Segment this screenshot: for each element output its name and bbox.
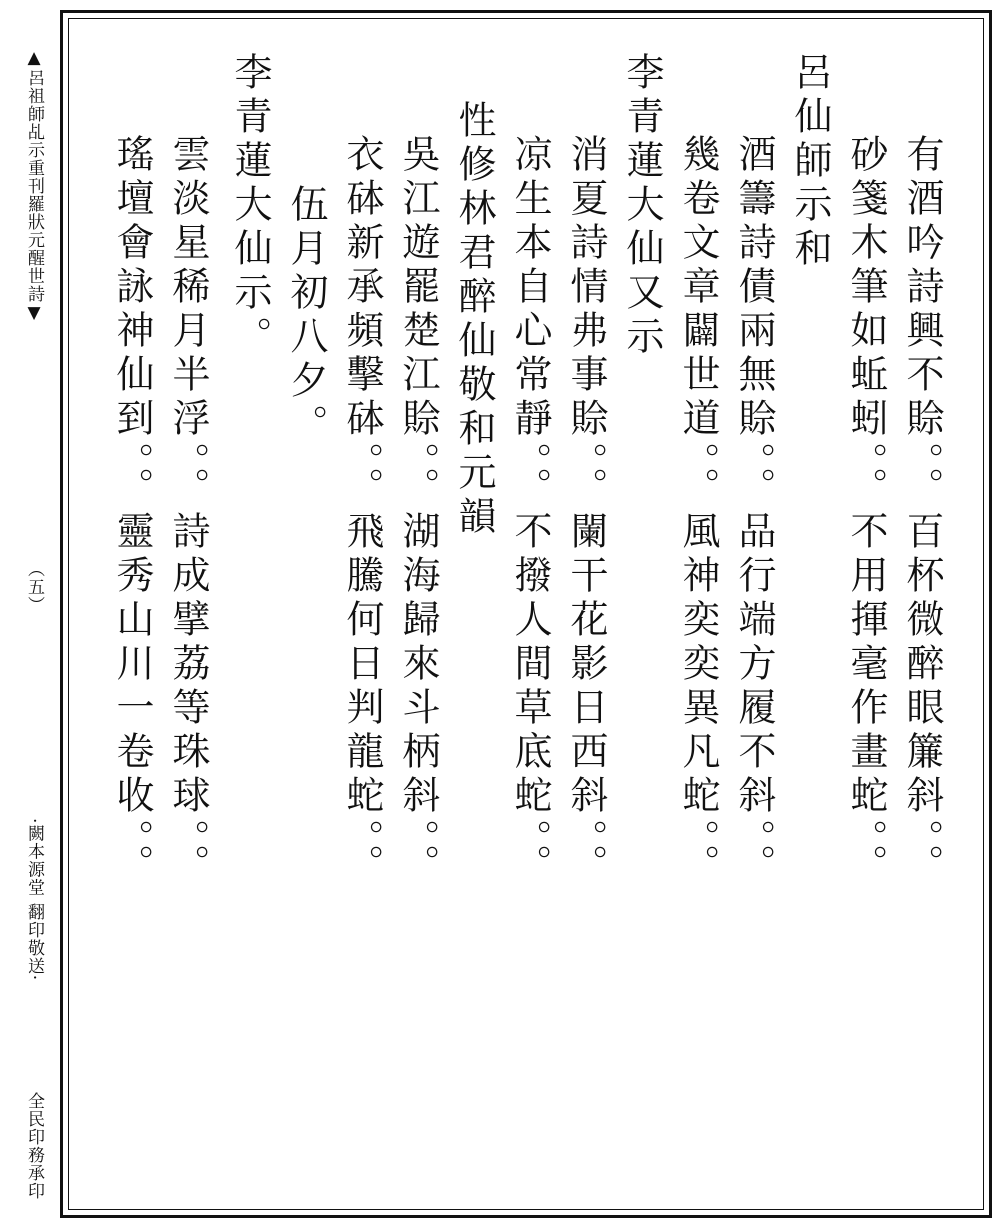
margin-book-title: ▲呂祖師乩示重刊羅狀元醒世詩▼	[24, 48, 44, 324]
section-heading: 李青蓮大仙又示	[620, 52, 664, 360]
poem-line: 酒籌詩債兩無賒。。品行端方履不斜。。	[732, 134, 776, 888]
poem-line: 吳江遊罷楚江賒。。湖海歸來斗柄斜。。	[396, 134, 440, 888]
poem-line: 瑤壇會詠神仙到。。靈秀山川一卷收。。	[110, 134, 154, 888]
date-line: 伍月初八夕。	[284, 184, 328, 448]
section-heading: 性修林君醉仙敬和元韻	[452, 100, 496, 540]
poem-line: 幾卷文章闢世道。。風神奕奕異凡蛇。。	[676, 134, 720, 888]
poem-line: 有酒吟詩興不賒。。百杯微醉眼簾斜。。	[900, 134, 944, 888]
poem-line: 凉生本自心常靜。。不撥人間草底蛇。。	[508, 134, 552, 888]
poem-line: 衣砵新承頻擊砵。。飛騰何日判龍蛇。。	[340, 134, 384, 888]
poem-line: 砂箋木筆如蚯蚓。。不用揮毫作畫蛇。。	[844, 134, 888, 888]
margin-page-number: （五）	[24, 560, 44, 614]
margin-publisher: 全民印務承印	[24, 1092, 44, 1200]
poem-line: 消夏詩情弗事賒。。闌干花影日西斜。。	[564, 134, 608, 888]
section-heading: 呂仙師示和	[788, 52, 832, 272]
section-heading: 李青蓮大仙示。	[228, 52, 272, 360]
poem-line: 雲淡星稀月半浮。。詩成擘荔等珠球。。	[166, 134, 210, 888]
margin-hall-name: ·闕本源堂 翻印敬送·	[24, 818, 44, 982]
